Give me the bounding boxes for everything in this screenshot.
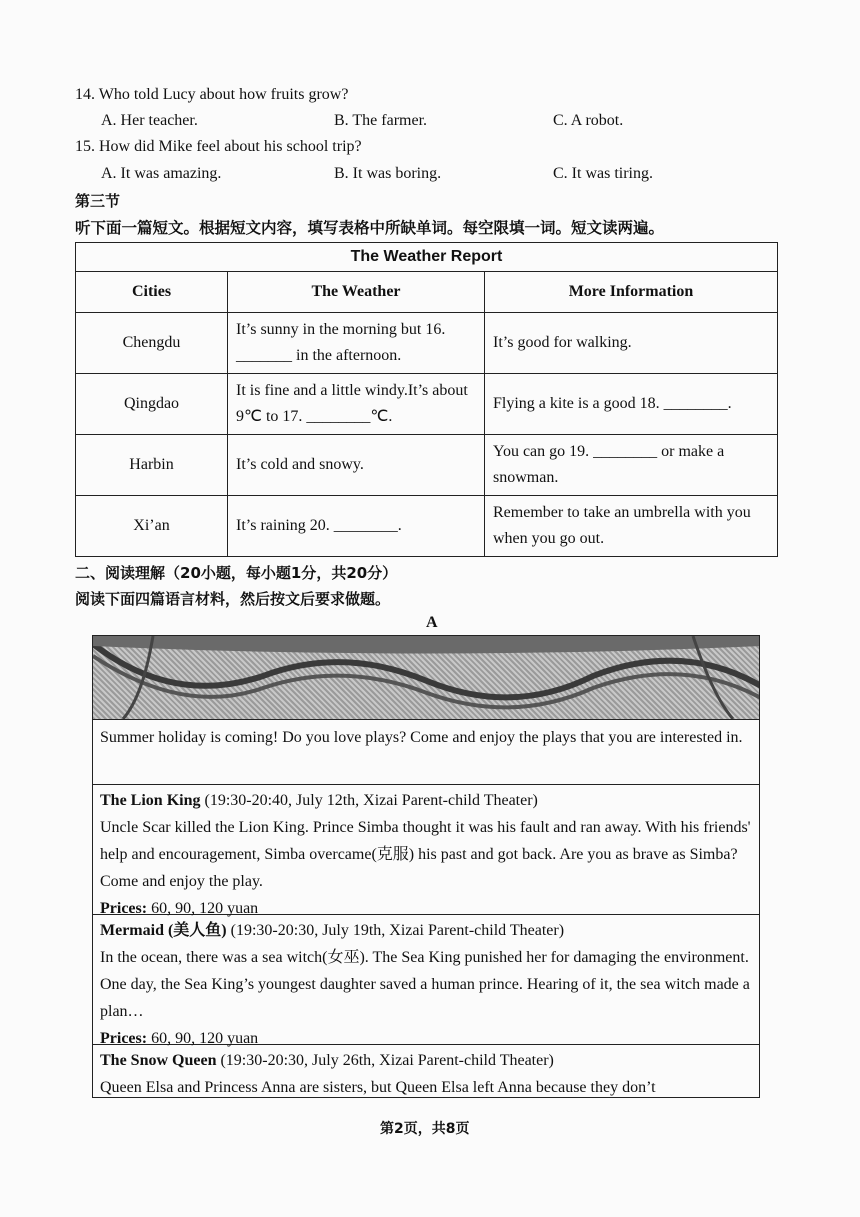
play-meta: (19:30-20:30, July 19th, Xizai Parent-child Theater) xyxy=(226,922,565,939)
table-row xyxy=(76,496,778,557)
curtain-banner-image xyxy=(93,636,759,720)
city-cell: Harbin xyxy=(76,435,228,496)
q15-option-c: C. It was tiring. xyxy=(553,165,653,182)
header-cities: Cities xyxy=(76,272,228,313)
page-footer: 第2页，共8页 xyxy=(380,1121,470,1137)
play-prices: 60, 90, 120 yuan xyxy=(147,1030,259,1047)
info-cell: Remember to take an umbrella with you when you go out. xyxy=(485,496,778,557)
play-title: The Lion King xyxy=(100,792,201,809)
prices-label: Prices: xyxy=(100,900,148,917)
curtain-drape-graphic xyxy=(93,636,759,719)
play-title: Mermaid (美人鱼) xyxy=(100,922,227,939)
header-info: More Information xyxy=(485,272,778,313)
q14-option-c: C. A robot. xyxy=(553,112,624,129)
play-meta: (19:30-20:40, July 12th, Xizai Parent-child Theater) xyxy=(200,792,538,809)
weather-cell: It’s cold and snowy. xyxy=(228,435,485,496)
info-cell: It’s good for walking. xyxy=(485,313,778,374)
play-meta: (19:30-20:30, July 26th, Xizai Parent-child Theater) xyxy=(216,1052,554,1069)
info-cell: Flying a kite is a good 18. ________. xyxy=(485,374,778,435)
play-prices: 60, 90, 120 yuan xyxy=(147,900,259,917)
play-mermaid xyxy=(93,915,759,1045)
table-title: The Weather Report xyxy=(76,243,778,272)
section3-heading: 第三节 xyxy=(75,192,121,210)
passage-box xyxy=(92,635,760,1098)
table-row xyxy=(76,435,778,496)
play-lion-king xyxy=(93,785,759,915)
weather-cell: It is fine and a little windy.It’s about 9℃ to 17. ________℃. xyxy=(228,374,485,435)
play-description: Queen Elsa and Princess Anna are sisters, but Queen Elsa left Anna because they don’t xyxy=(100,1079,656,1096)
city-cell: Xi’an xyxy=(76,496,228,557)
passage-intro: Summer holiday is coming! Do you love plays? Come and enjoy the plays that you are interested in. xyxy=(93,719,759,785)
play-title: The Snow Queen xyxy=(100,1052,217,1069)
info-cell: You can go 19. ________ or make a snowman. xyxy=(485,435,778,496)
prices-label: Prices: xyxy=(100,1030,148,1047)
table-row xyxy=(76,374,778,435)
header-weather: The Weather xyxy=(228,272,485,313)
q15-option-b: B. It was boring. xyxy=(334,165,442,182)
play-description: Uncle Scar killed the Lion King. Prince Simba thought it was his fault and ran away. With his friends' help and encouragement, Simba overcame(克服) his past and got back. Are you as brave as Simba? Come and enjoy the play. xyxy=(100,819,751,890)
q14-option-b: B. The farmer. xyxy=(334,112,428,129)
question-15: 15. How did Mike feel about his school trip? xyxy=(75,138,362,155)
q15-option-a: A. It was amazing. xyxy=(101,165,222,182)
city-cell: Qingdao xyxy=(76,374,228,435)
passage-label: A xyxy=(426,614,438,631)
weather-cell: It’s raining 20. ________. xyxy=(228,496,485,557)
table-row xyxy=(76,313,778,374)
question-14: 14. Who told Lucy about how fruits grow? xyxy=(75,86,349,103)
city-cell: Chengdu xyxy=(76,313,228,374)
section3-instruction: 听下面一篇短文。根据短文内容，填写表格中所缺单词。每空限填一词。短文读两遍。 xyxy=(75,219,665,237)
part2-instruction: 阅读下面四篇语言材料，然后按文后要求做题。 xyxy=(75,590,391,608)
play-description: In the ocean, there was a sea witch(女巫). The Sea King punished her for damaging the environment. One day, the Sea King’s youngest daughter saved a human prince. Hearing of it, the sea witch made a plan… xyxy=(100,949,750,1020)
q14-option-a: A. Her teacher. xyxy=(101,112,198,129)
play-snow-queen xyxy=(93,1045,759,1097)
weather-report-table xyxy=(75,242,778,557)
part2-heading: 二、阅读理解（20小题，每小题1分，共20分） xyxy=(75,564,398,582)
weather-cell: It’s sunny in the morning but 16. _______ in the afternoon. xyxy=(228,313,485,374)
